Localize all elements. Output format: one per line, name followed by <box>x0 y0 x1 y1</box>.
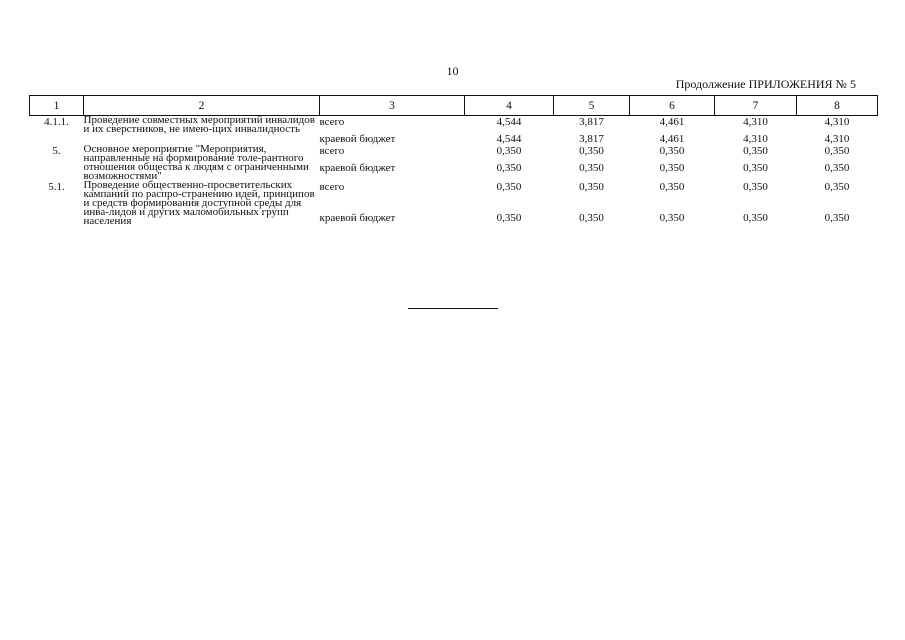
value: 4,310 <box>824 133 850 145</box>
value: 0,350 <box>496 162 522 174</box>
value: 4,310 <box>743 133 768 145</box>
value-cell <box>554 181 630 226</box>
col-header-4: 4 <box>465 96 554 116</box>
value: 3,817 <box>579 116 604 128</box>
value-cell <box>630 181 715 226</box>
col-header-7: 7 <box>715 96 797 116</box>
source-label: краевой бюджет <box>319 133 396 145</box>
value: 4,461 <box>659 133 685 145</box>
value-cell <box>797 181 878 226</box>
value: 4,461 <box>659 116 685 128</box>
appendix-table <box>29 95 878 226</box>
value-cell <box>465 116 554 146</box>
source-label: краевой бюджет <box>319 212 396 224</box>
row-number: 4.1.1. <box>44 116 69 128</box>
value: 0,350 <box>743 162 768 174</box>
value-cell <box>630 116 715 146</box>
value: 0,350 <box>496 212 522 224</box>
value: 0,350 <box>824 212 850 224</box>
value: 4,310 <box>824 116 850 128</box>
continuation-note: Продолжение ПРИЛОЖЕНИЯ № 5 <box>675 77 856 91</box>
value: 0,350 <box>743 212 768 224</box>
table-row <box>30 145 878 181</box>
source-label: краевой бюджет <box>319 162 396 174</box>
value-cell <box>465 145 554 181</box>
value: 0,350 <box>659 212 685 224</box>
table-header-row <box>30 96 878 116</box>
row-number: 5. <box>52 145 61 157</box>
value: 0,350 <box>659 162 685 174</box>
source-label: всего <box>319 116 345 128</box>
value-cell <box>554 116 630 146</box>
col-header-2: 2 <box>84 96 320 116</box>
col-header-5: 5 <box>554 96 630 116</box>
value: 0,350 <box>824 162 850 174</box>
value: 0,350 <box>496 181 522 193</box>
value: 0,350 <box>579 181 604 193</box>
value: 0,350 <box>824 145 850 157</box>
table-row <box>30 116 878 146</box>
value-cell <box>715 181 797 226</box>
measure-name: Основное мероприятие "Мероприятия, направленные на формирование толе-рантного отношения общества к людям с ограниченными возможностями" <box>83 143 309 182</box>
value: 4,544 <box>496 116 522 128</box>
value: 0,350 <box>743 145 768 157</box>
value-cell <box>465 181 554 226</box>
funding-sources <box>320 181 465 226</box>
value-cell <box>797 116 878 146</box>
measure-name: Проведение общественно-просветительских кампаний по распро-странению идей, принципов и средств формирования доступной среды для инва-лидов и других маломобильных групп населения <box>83 179 315 227</box>
measure-name: Проведение совместных мероприятий инвалидов и их сверстников, не имею-щих инвалидность <box>83 114 315 135</box>
funding-sources <box>320 145 465 181</box>
footer-rule <box>408 308 498 309</box>
source-label: всего <box>319 145 345 157</box>
col-header-3: 3 <box>320 96 465 116</box>
value-cell <box>715 145 797 181</box>
value: 4,544 <box>496 133 522 145</box>
row-number: 5.1. <box>48 181 65 193</box>
value: 0,350 <box>579 145 604 157</box>
col-header-6: 6 <box>630 96 715 116</box>
value: 0,350 <box>579 162 604 174</box>
funding-sources <box>320 116 465 146</box>
table-row <box>30 181 878 226</box>
value: 0,350 <box>496 145 522 157</box>
col-header-8: 8 <box>797 96 878 116</box>
value: 0,350 <box>579 212 604 224</box>
value-cell <box>554 145 630 181</box>
source-label: всего <box>319 181 345 193</box>
value: 0,350 <box>824 181 850 193</box>
value: 0,350 <box>659 181 685 193</box>
value: 3,817 <box>579 133 604 145</box>
value-cell <box>797 145 878 181</box>
page-number: 10 <box>446 64 459 78</box>
col-header-1: 1 <box>30 96 84 116</box>
value-cell <box>630 145 715 181</box>
value-cell <box>715 116 797 146</box>
value: 0,350 <box>659 145 685 157</box>
value: 4,310 <box>743 116 768 128</box>
value: 0,350 <box>743 181 768 193</box>
